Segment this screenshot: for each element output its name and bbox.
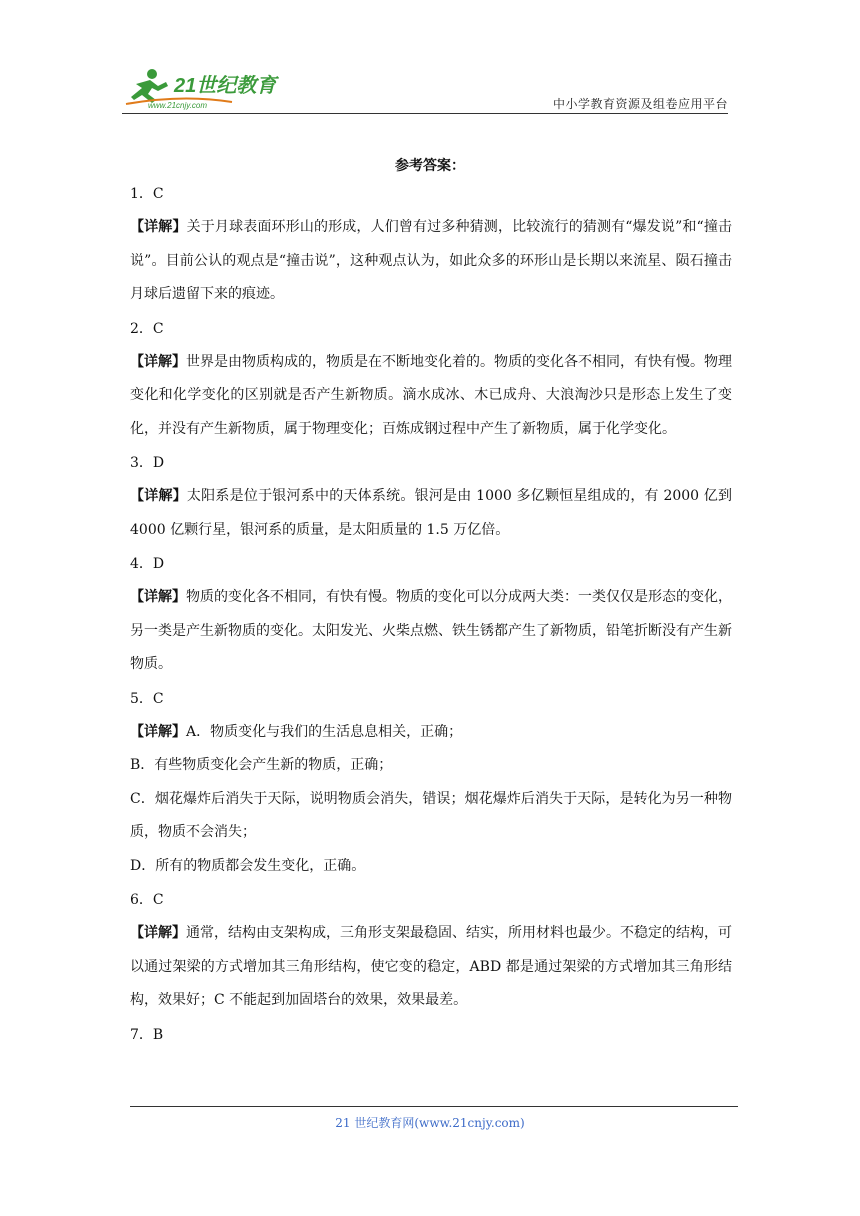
site-logo	[122, 64, 292, 110]
detail-tag: 【详解】	[130, 589, 186, 605]
detail-text: B．有些物质变化会产生新的物质，正确；	[130, 757, 393, 773]
answer-number: 4．D	[130, 556, 165, 572]
detail-tag: 【详解】	[130, 488, 187, 504]
answer-detail	[130, 581, 732, 682]
detail-text: C．烟花爆炸后消失于天际，说明物质会消失，错误；烟花爆炸后消失于天际，是转化为另一种物质，物质不会消失；	[130, 790, 732, 840]
logo-url: www.21cnjy.com	[148, 101, 207, 110]
platform-label: 中小学教育资源及组卷应用平台	[552, 97, 728, 111]
answer-item	[130, 682, 732, 884]
detail-text: 物质的变化各不相同，有快有慢。物质的变化可以分成两大类：一类仅仅是形态的变化，另一类是产生新物质的变化。太阳发光、火柴点燃、铁生锈都产生了新物质，铅笔折断没有产生新物质。	[130, 589, 732, 672]
answer-detail	[130, 917, 732, 1018]
detail-text: D．所有的物质都会发生变化，正确。	[130, 857, 366, 874]
answer-number: 3．D	[130, 455, 165, 471]
detail-tag: 【详解】	[130, 353, 186, 370]
answer-item	[130, 547, 732, 682]
detail-text: 通常，结构由支架构成，三角形支架最稳固、结实，所用材料也最少。不稳定的结构，可以通过架梁的方式增加其三角形结构，使它变的稳定，ABD 都是通过架梁的方式增加其三角形结构，效果好；C 不能起到加固塔台的效果，效果最差。	[130, 925, 732, 1008]
answer-list	[130, 177, 732, 1052]
answer-number: 7．B	[130, 1026, 164, 1043]
page-header	[122, 62, 728, 114]
answer-item	[130, 883, 732, 1018]
answer-number: 1．C	[130, 186, 164, 202]
answer-number: 6．C	[130, 892, 164, 908]
detail-text: 关于月球表面环形山的形成，人们曾有过多种猜测，比较流行的猜测有“爆发说”和“撞击说”。目前公认的观点是“撞击说”，这种观点认为，如此众多的环形山是长期以来流星、陨石撞击月球后遗留下来的痕迹。	[130, 219, 732, 302]
detail-text: 太阳系是位于银河系中的天体系统。银河是由 1000 多亿颗恒星组成的，有 2000 亿到 4000 亿颗行星，银河系的质量，是太阳质量的 1.5 万亿倍。	[130, 488, 732, 538]
answer-item	[130, 1018, 732, 1052]
answer-detail	[130, 716, 732, 884]
detail-tag: 【详解】	[130, 219, 187, 235]
detail-text: 世界是由物质构成的，物质是在不断地变化着的。物质的变化各不相同，有快有慢。物理变化和化学变化的区别就是否产生新物质。滴水成冰、木已成舟、大浪淘沙只是形态上发生了变化，并没有产生新物质，属于物理变化；百炼成钢过程中产生了新物质，属于化学变化。	[130, 353, 732, 437]
page-title: 参考答案：	[395, 158, 465, 174]
answer-number: 2．C	[130, 320, 164, 337]
answer-detail	[130, 480, 732, 547]
answer-detail	[130, 211, 732, 312]
logo-text: 21世纪教育	[174, 75, 277, 97]
detail-text: A．物质变化与我们的生活息息相关，正确；	[186, 723, 463, 740]
answer-item	[130, 312, 732, 447]
header-divider	[122, 113, 728, 114]
answer-number: 5．C	[130, 690, 164, 707]
answer-item	[130, 177, 732, 312]
footer-link[interactable]: 21 世纪教育网(www.21cnjy.com)	[335, 1116, 525, 1130]
footer-divider	[130, 1106, 738, 1107]
detail-tag: 【详解】	[130, 925, 186, 941]
detail-tag: 【详解】	[130, 723, 186, 740]
answer-detail	[130, 346, 732, 447]
answer-item	[130, 446, 732, 547]
